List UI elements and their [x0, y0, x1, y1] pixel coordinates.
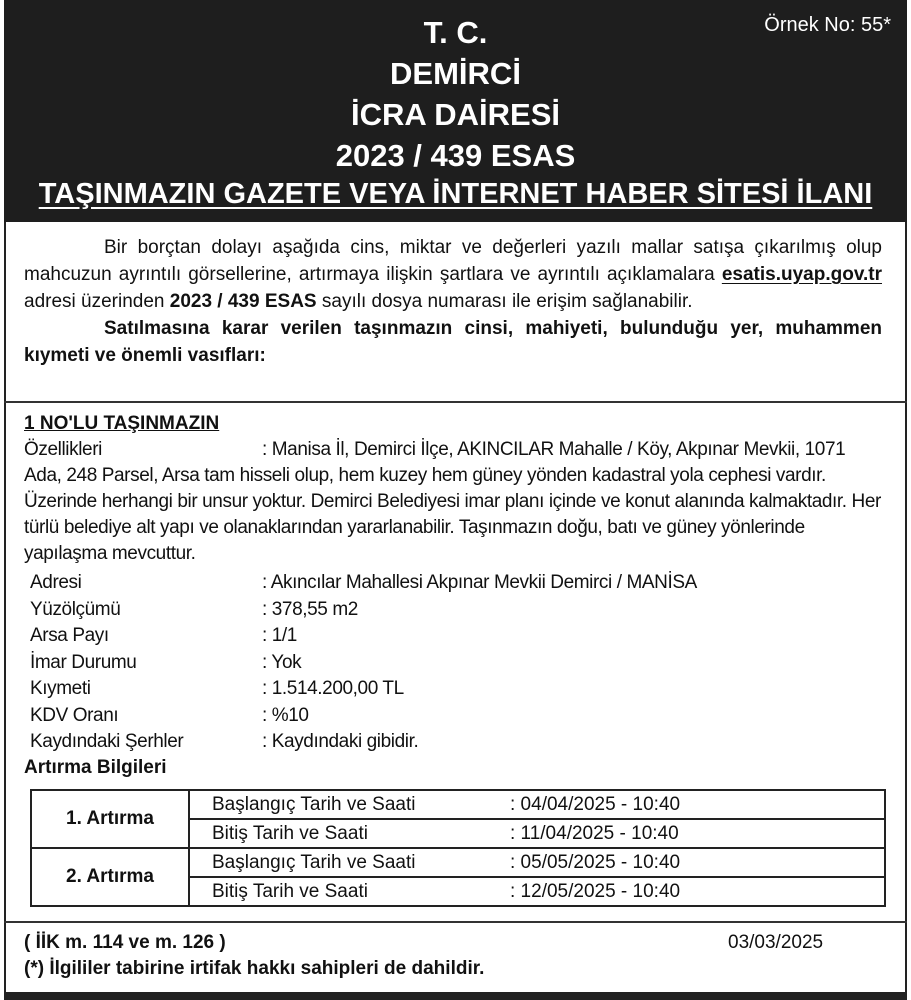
property-features: [24, 437, 886, 567]
detail-row: [30, 570, 697, 597]
detail-row: [30, 729, 697, 756]
auction-table: [30, 789, 886, 907]
detail-key: Kaydındaki Şerhler: [30, 731, 184, 752]
law-reference: ( İİK m. 114 ve m. 126 ): [24, 932, 226, 953]
header-line-notice-title: TAŞINMAZIN GAZETE VEYA İNTERNET HABER SİTESİ İLANI: [38, 178, 873, 210]
detail-row: [30, 597, 697, 624]
esatis-link[interactable]: esatis.uyap.gov.tr: [721, 264, 882, 285]
detail-value: : %10: [262, 704, 309, 726]
bottom-bar: [4, 992, 907, 1000]
divider-top: [4, 401, 907, 403]
detail-row: [30, 650, 697, 677]
detail-key: Kıymeti: [30, 678, 91, 699]
sample-number: Örnek No: 55*: [764, 14, 891, 36]
detail-row: [30, 623, 697, 650]
intro-text-a: Bir borçtan dolayı aşağıda cins, miktar ve değerleri yazılı mallar satışa çıkarılmış olup mahcuzun ayrıntılı görsellerine, artırmaya ilişkin şartlara ve ayrıntılı açıklamalara: [24, 237, 882, 285]
detail-key: Adresi: [30, 572, 82, 593]
intro-text-b: adresi üzerinden: [24, 291, 170, 312]
round-1-end-value: : 11/04/2025 - 10:40: [504, 819, 885, 848]
features-value: : Manisa İl, Demirci İlçe, AKINCILAR Mahalle / Köy, Akpınar Mevkii, 1071 Ada, 248 Parsel, Arsa tam hisseli olup, hem kuzey hem güney yönden kadastral yola cephesi vardır. Üzerinde herhangi bir unsur yoktur. Demirci Belediyesi imar planı içinde ve konut alanında kalmaktadır. Her türlü belediye alt yapı ve olanaklarından yararlanabilir. Taşınmazın doğu, batı ve güney yönlerinde yapılaşma mevcuttur.: [24, 439, 881, 564]
table-row: [31, 848, 885, 877]
round-1-start-label: Başlangıç Tarih ve Saati: [189, 790, 504, 819]
header-banner: [4, 0, 907, 222]
round-2-start-label: Başlangıç Tarih ve Saati: [189, 848, 504, 877]
notice-date: 03/03/2025: [728, 932, 824, 953]
detail-row: [30, 676, 697, 703]
detail-value: : 378,55 m2: [262, 598, 358, 620]
divider-bottom: [4, 921, 907, 923]
round-2-start-value: : 05/05/2025 - 10:40: [504, 848, 885, 877]
intro-bold-statement: Satılmasına karar verilen taşınmazın cinsi, mahiyeti, bulunduğu yer, muhammen kıymeti ve önemli vasıfları:: [24, 318, 882, 366]
detail-value: : 1.514.200,00 TL: [262, 678, 404, 699]
detail-value: : 1/1: [262, 625, 297, 646]
detail-key: Arsa Payı: [30, 625, 109, 646]
detail-value: : Akıncılar Mahallesi Akpınar Mevkii Demirci / MANİSA: [262, 572, 697, 593]
round-2-end-value: : 12/05/2025 - 10:40: [504, 877, 885, 906]
property-title: 1 NO'LU TAŞINMAZIN: [24, 413, 220, 434]
detail-value: : Kaydındaki gibidir.: [262, 731, 419, 752]
header-line-file: 2023 / 439 ESAS: [335, 138, 576, 173]
auction-info-title: Artırma Bilgileri: [24, 757, 167, 778]
property-details: [30, 570, 697, 756]
table-row: [31, 790, 885, 819]
header-line-tc: T. C.: [423, 15, 488, 50]
round-2-end-label: Bitiş Tarih ve Saati: [189, 877, 504, 906]
intro-text: [24, 234, 882, 369]
detail-key: İmar Durumu: [30, 651, 137, 673]
header-line-office: İCRA DAİRESİ: [351, 97, 560, 132]
features-label: Özellikleri: [24, 439, 102, 460]
detail-row: [30, 703, 697, 730]
header-line-city: DEMİRCİ: [390, 56, 521, 91]
detail-key: KDV Oranı: [30, 704, 119, 726]
file-number: 2023 / 439 ESAS: [169, 291, 317, 312]
intro-text-c: sayılı dosya numarası ile erişim sağlanabilir.: [316, 291, 693, 312]
detail-key: Yüzölçümü: [30, 598, 121, 620]
round-1-end-label: Bitiş Tarih ve Saati: [189, 819, 504, 848]
round-1-name: 1. Artırma: [31, 790, 189, 848]
intro-paragraph-1: [24, 234, 882, 315]
intro-paragraph-2: [24, 315, 882, 369]
detail-value: : Yok: [262, 651, 302, 673]
round-2-name: 2. Artırma: [31, 848, 189, 906]
footnote: (*) İlgililer tabirine irtifak hakkı sahipleri de dahildir.: [24, 958, 485, 979]
round-1-start-value: : 04/04/2025 - 10:40: [504, 790, 885, 819]
